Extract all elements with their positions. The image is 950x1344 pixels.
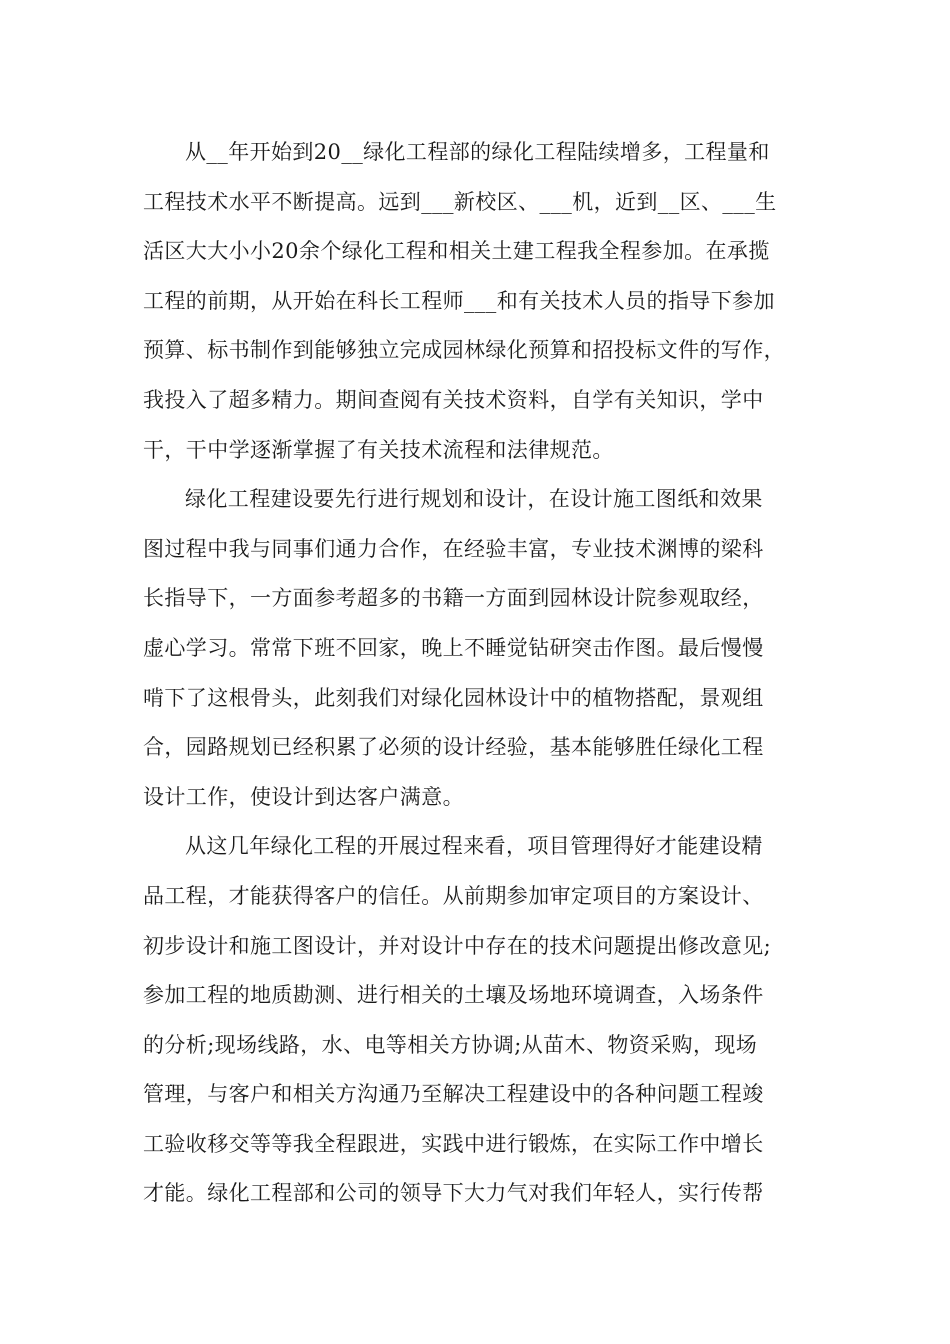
- paragraph-line: 从__年开始到20__绿化工程部的绿化工程陆续增多，工程量和: [185, 140, 770, 164]
- paragraph-line: 绿化工程建设要先行进行规划和设计，在设计施工图纸和效果: [185, 487, 763, 512]
- document-body: [143, 128, 811, 1219]
- paragraph-line: 工程技术水平不断提高。远到___新校区、___机，近到__区、___生: [143, 189, 777, 214]
- paragraph-line: 长指导下，一方面参考超多的书籍一方面到园林设计院参观取经，: [143, 586, 764, 611]
- paragraph-line: 从这几年绿化工程的开展过程来看，项目管理得好才能建设精: [185, 834, 763, 859]
- paragraph-line: 合，园路规划已经积累了必须的设计经验，基本能够胜任绿化工程: [143, 735, 764, 760]
- paragraph-line: 参加工程的地质勘测、进行相关的土壤及场地环境调查，入场条件: [143, 983, 764, 1008]
- paragraph-3: [143, 822, 811, 1219]
- paragraph-line: 干，干中学逐渐掌握了有关技术流程和法律规范。: [143, 437, 614, 462]
- paragraph-1: [143, 128, 811, 475]
- paragraph-line: 的分析;现场线路，水、电等相关方协调;从苗木、物资采购，现场: [143, 1032, 758, 1057]
- paragraph-line: 图过程中我与同事们通力合作，在经验丰富，专业技术渊博的梁科: [143, 536, 764, 561]
- paragraph-line: 才能。绿化工程部和公司的领导下大力气对我们年轻人，实行传帮: [143, 1181, 764, 1206]
- paragraph-line: 品工程，才能获得客户的信任。从前期参加审定项目的方案设计、: [143, 883, 764, 908]
- paragraph-line: 设计工作，使设计到达客户满意。: [143, 784, 464, 809]
- paragraph-2: [143, 475, 811, 822]
- paragraph-line: 管理，与客户和相关方沟通乃至解决工程建设中的各种问题工程竣: [143, 1082, 764, 1107]
- paragraph-line: 工验收移交等等我全程跟进，实践中进行锻炼，在实际工作中增长: [143, 1131, 764, 1156]
- paragraph-line: 虚心学习。常常下班不回家，晚上不睡觉钻研突击作图。最后慢慢: [143, 635, 764, 660]
- paragraph-line: 活区大大小小20余个绿化工程和相关土建工程我全程参加。在承揽: [143, 239, 770, 264]
- paragraph-line: 预算、标书制作到能够独立完成园林绿化预算和招投标文件的写作，: [143, 338, 785, 363]
- paragraph-line: 初步设计和施工图设计，并对设计中存在的技术问题提出修改意见;: [143, 933, 772, 958]
- paragraph-line: 啃下了这根骨头，此刻我们对绿化园林设计中的植物搭配，景观组: [143, 685, 764, 710]
- paragraph-line: 我投入了超多精力。期间查阅有关技术资料，自学有关知识，学中: [143, 387, 764, 412]
- paragraph-line: 工程的前期，从开始在科长工程师___和有关技术人员的指导下参加: [143, 288, 775, 313]
